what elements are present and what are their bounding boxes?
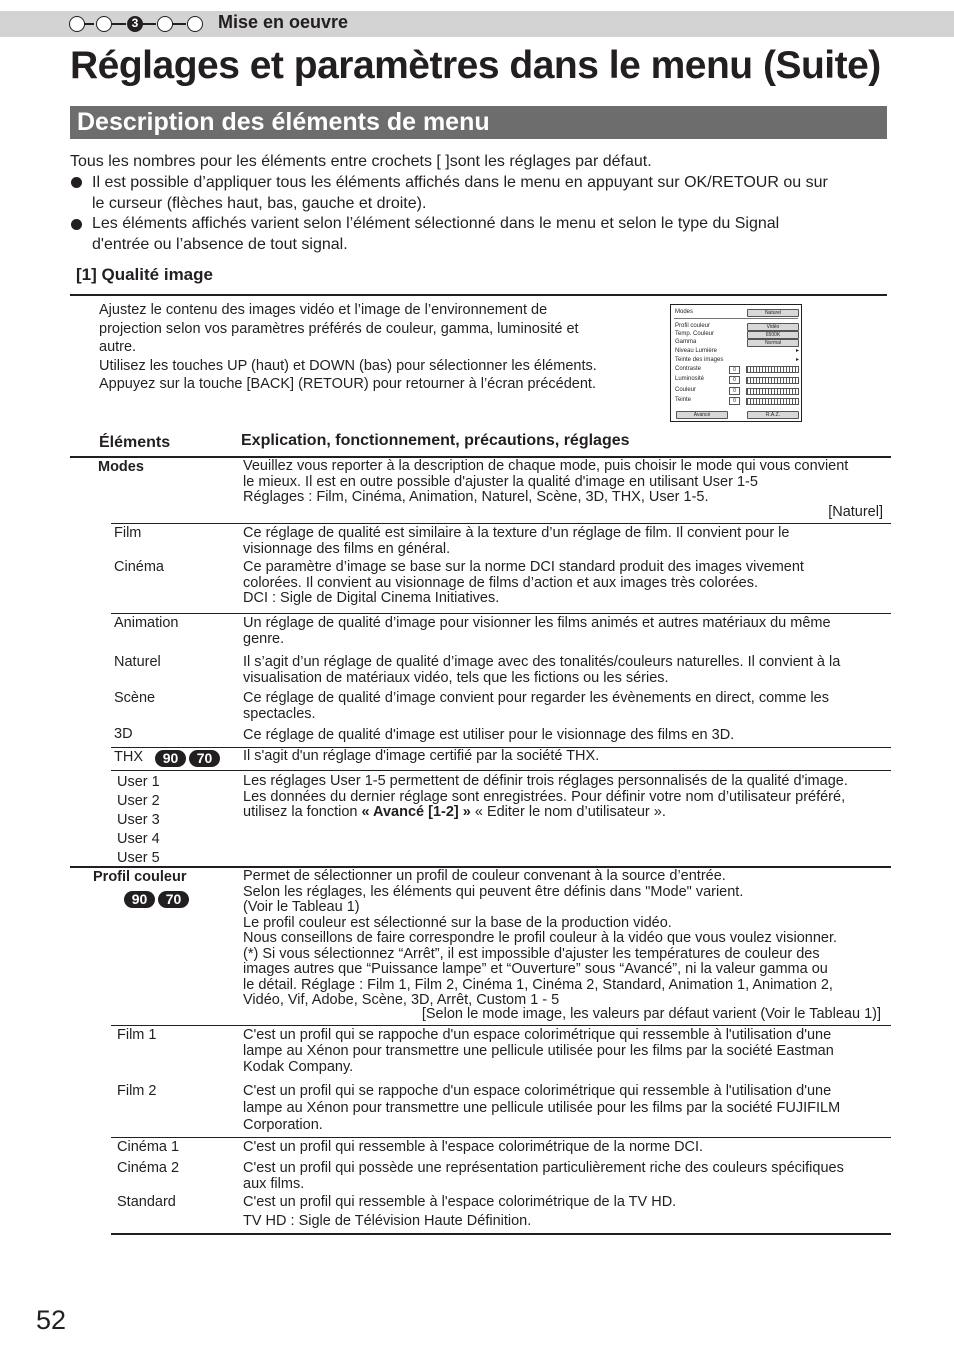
step-circle	[187, 16, 203, 32]
intro-bullet-1-cont: le curseur (flèches haut, bas, gauche et droite).	[92, 195, 427, 212]
section-label: Mise en oeuvre	[218, 12, 349, 32]
table-rule	[111, 523, 891, 524]
intro-bullet-2-cont: d'entrée ou l’absence de tout signal.	[92, 236, 348, 253]
divider	[70, 294, 887, 296]
step-circle	[157, 16, 173, 32]
table-rule	[111, 1025, 891, 1026]
model-badge: 90	[155, 750, 186, 767]
intro-bullet-1: Il est possible d’appliquer tous les éléments affichés dans le menu en appuyant sur OK/RETOUR ou sur	[92, 174, 828, 191]
model-badge: 70	[189, 750, 220, 767]
row-text-cinema-1: C'est un profil qui ressemble à l'espace colorimétrique de la norme DCI.	[243, 1139, 704, 1155]
row-label-cinema: Cinéma	[114, 559, 164, 575]
chevron-right-icon: ▸	[796, 357, 800, 363]
row-text-user: Les réglages User 1-5 permettent de définir trois réglages personnalisés de la qualité d'image. Les données du dernier réglage sont enregistrées. Pour définir votre nom d’utilisateur préféré, utilisez la fonction « Avancé [1-2] » « Editer le nom d’utilisateur ».	[243, 773, 848, 820]
row-text-scene: Ce réglage de qualité d’image convient pour regarder les évènements en direct, comme les spectacles.	[243, 690, 829, 722]
intro-text: Tous les nombres pour les éléments entre crochets [ ]sont les réglages par défaut.	[70, 153, 652, 170]
row-text-animation: Un réglage de qualité d’image pour visionner les films animés et autres matériaux du même genre.	[243, 615, 831, 647]
row-label-standard: Standard	[117, 1194, 176, 1210]
row-label-thx: THX	[114, 749, 143, 765]
model-badge: 70	[158, 891, 189, 908]
column-header-explanation: Explication, fonctionnement, précautions, réglages	[241, 432, 630, 449]
row-label-film-1: Film 1	[117, 1027, 157, 1043]
row-text-film-2: C'est un profil qui se rappoche d'un espace colorimétrique qui ressemble à l'utilisation d'une lampe au Xénon pour transmettre une pellicule utilisée pour les films par la société FUJIFILM Corporation.	[243, 1083, 841, 1133]
row-label-film-2: Film 2	[117, 1083, 157, 1099]
step-circle	[96, 16, 112, 32]
row-label-profil-couleur: Profil couleur	[93, 869, 187, 885]
default-value: [Naturel]	[828, 504, 883, 520]
row-text-thx: Il s'agit d'un réglage d'image certifié par la société THX.	[243, 748, 600, 764]
row-label-user-4: User 4	[117, 831, 160, 847]
table-rule	[111, 770, 891, 771]
table-rule	[111, 1137, 891, 1138]
section-heading: [1] Qualité image	[76, 265, 213, 284]
bullet-icon	[71, 177, 82, 188]
row-text-film: Ce réglage de qualité est similaire à la texture d’un réglage de film. Il convient pour le visionnage des films en général.	[243, 525, 790, 557]
page-title: Réglages et paramètres dans le menu (Suite)	[70, 44, 881, 87]
step-circle-active: 3	[127, 16, 143, 32]
row-text-profil-couleur: Permet de sélectionner un profil de couleur convenant à la source d’entrée. Selon les réglages, les éléments qui peuvent être définis dans "Mode" varient. (Voir le Tableau 1) Le profil couleur est sélectionné sur la base de la production vidéo. Nous conseillons de faire correspondre le profil couleur à la vidéo que vous voulez visionner. (*) Si vous sélectionnez “Arrêt”, il est impossible d'ajuster les températures de couleur des images autres que “Puissance lampe” et “Ouverture” sous “Avancé”, ni la valeur gamma ou le détail. Réglage : Film 1, Film 2, Cinéma 1, Cinéma 2, Standard, Animation 1, Animation 2, Vidéo, Vif, Adobe, Scène, 3D, Arrêt, Custom 1 - 5	[243, 868, 838, 1008]
row-label-naturel: Naturel	[114, 654, 161, 670]
table-rule	[111, 1233, 891, 1235]
menu-screen-illustration: Modes Naturel Profil couleur Vidéo Temp. Couleur 6500K Gamma Normal Niveau Lumière ▸ Teinte des images ▸ Contraste 0 Luminosité 0 Couleur 0 Teinte 0 Avancé R.A.Z.	[670, 304, 802, 422]
row-label-user-3: User 3	[117, 812, 160, 828]
row-label-film: Film	[114, 525, 142, 541]
row-label-cinema-2: Cinéma 2	[117, 1160, 180, 1176]
row-label-user-2: User 2	[117, 793, 160, 809]
section-description: Ajustez le contenu des images vidéo et l’image de l’environnement de projection selon vos paramètres préférés de couleur, gamma, luminosité et autre. Utilisez les touches UP (haut) et DOWN (bas) pour sélectionner les éléments. Appuyez sur la touche [BACK] (RETOUR) pour retourner à l’écran précédent.	[99, 302, 597, 392]
row-label-user-1: User 1	[117, 774, 160, 790]
row-text-naturel: Il s’agit d’un réglage de qualité d’image avec des tonalités/couleurs naturelles. Il convient à la visualisation de matériaux vidéo, tels que les fictions ou les séries.	[243, 654, 841, 686]
step-circle	[69, 16, 85, 32]
row-label-user-5: User 5	[117, 850, 160, 866]
bullet-icon	[71, 219, 82, 230]
page-number: 52	[36, 1305, 67, 1335]
row-text-cinema: Ce paramètre d’image se base sur la norme DCI standard produit des images vivement colorées. Il convient au visionnage de films d’action et aux images très colorées. DCI : Sigle de Digital Cinema Initiatives.	[243, 559, 804, 606]
row-note-standard: TV HD : Sigle de Télévision Haute Définition.	[243, 1213, 532, 1229]
row-label-modes: Modes	[98, 459, 144, 475]
table-rule	[111, 613, 891, 614]
column-header-elements: Éléments	[99, 434, 171, 451]
chevron-right-icon: ▸	[796, 348, 800, 354]
intro-bullet-2: Les éléments affichés varient selon l’élément sélectionné dans le menu et selon le type du Signal	[92, 215, 780, 232]
row-text-standard: C'est un profil qui ressemble à l'espace colorimétrique de la TV HD.	[243, 1194, 677, 1210]
row-text-film-1: C'est un profil qui se rappoche d'un espace colorimétrique qui ressemble à l'utilisation d'une lampe au Xénon pour transmettre une pellicule utilisée pour les films par la société Eastman Kodak Company.	[243, 1027, 834, 1075]
row-text-modes: Veuillez vous reporter à la description de chaque mode, puis choisir le mode qui vous convient le mieux. Il est en outre possible d'ajuster la qualité d'image en utilisant User 1-5 Réglages : Film, Cinéma, Animation, Naturel, Scène, 3D, THX, User 1-5.	[243, 458, 849, 505]
row-text-cinema-2: C'est un profil qui possède une représentation particulièrement riche des couleurs spécifiques aux films.	[243, 1160, 844, 1192]
model-badge: 90	[124, 891, 155, 908]
default-value: [Selon le mode image, les valeurs par défaut varient (Voir le Tableau 1)]	[421, 1006, 881, 1022]
row-label-scene: Scène	[114, 690, 156, 706]
row-text-3d: Ce réglage de qualité d'image est utiliser pour le visionnage des films en 3D.	[243, 727, 735, 743]
row-label-3d: 3D	[114, 726, 133, 742]
subtitle: Description des éléments de menu	[77, 108, 490, 136]
row-label-cinema-1: Cinéma 1	[117, 1139, 180, 1155]
row-label-animation: Animation	[114, 615, 179, 631]
